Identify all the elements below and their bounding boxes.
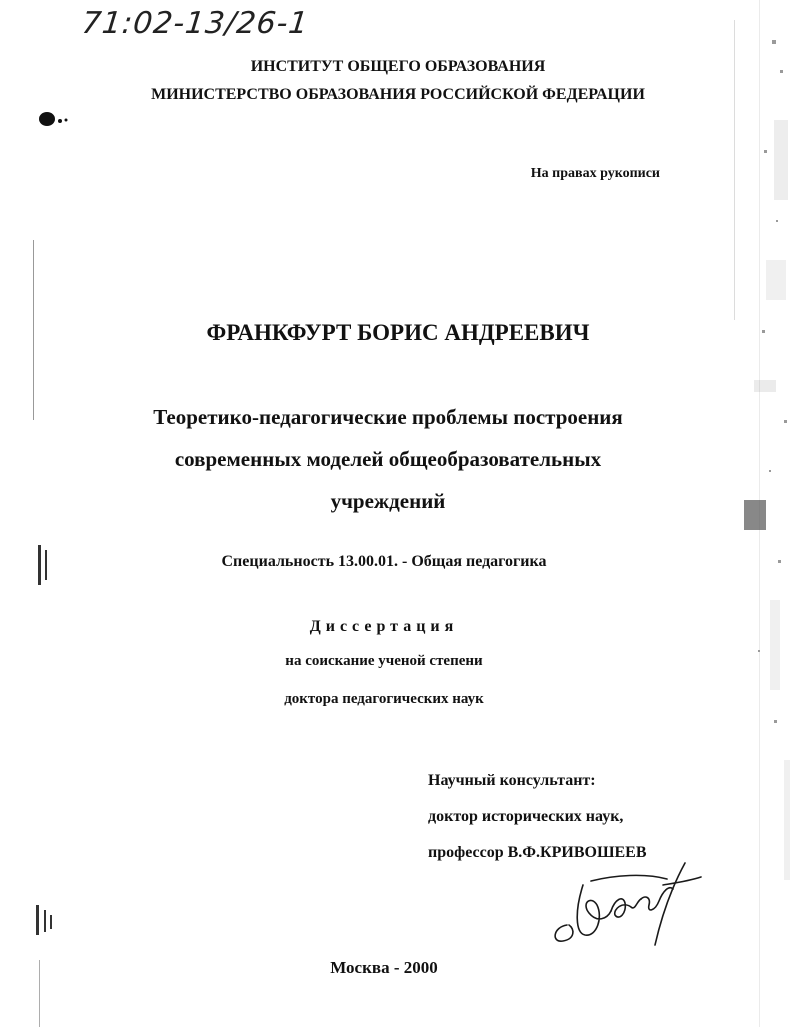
degree-line-1: на соискание ученой степени [285,653,483,669]
scan-edge-noise-left [0,0,60,1027]
consultant-label: Научный консультант: [428,772,596,789]
specialty-line: Специальность 13.00.01. - Общая педагогика [221,553,547,570]
institute-name: ИНСТИТУТ ОБЩЕГО ОБРАЗОВАНИЯ [250,58,546,75]
manuscript-rights-note: На правах рукописи [530,166,660,181]
degree-line-2: доктора педагогических наук [284,691,484,707]
city-year: Москва - 2000 [330,958,438,977]
scan-edge-noise-right [714,0,796,1027]
consultant-degree: доктор исторических наук, [428,808,624,825]
consultant-name: профессор В.Ф.КРИВОШЕЕВ [428,844,647,861]
title-line: учреждений [330,489,446,513]
dissertation-label: Диссертация [309,618,459,635]
author-name: ФРАНКФУРТ БОРИС АНДРЕЕВИЧ [206,320,590,345]
signature-icon [545,855,705,950]
ministry-name: МИНИСТЕРСТВО ОБРАЗОВАНИЯ РОССИЙСКОЙ ФЕДЕРАЦИИ [151,86,645,103]
manuscript-number: 71:02-13/26-1 [80,6,311,41]
dissertation-title [70,396,706,522]
ink-blot-mark [34,108,74,130]
title-line: Теоретико-педагогические проблемы построения [153,405,623,429]
title-line: современных моделей общеобразовательных [174,447,602,471]
